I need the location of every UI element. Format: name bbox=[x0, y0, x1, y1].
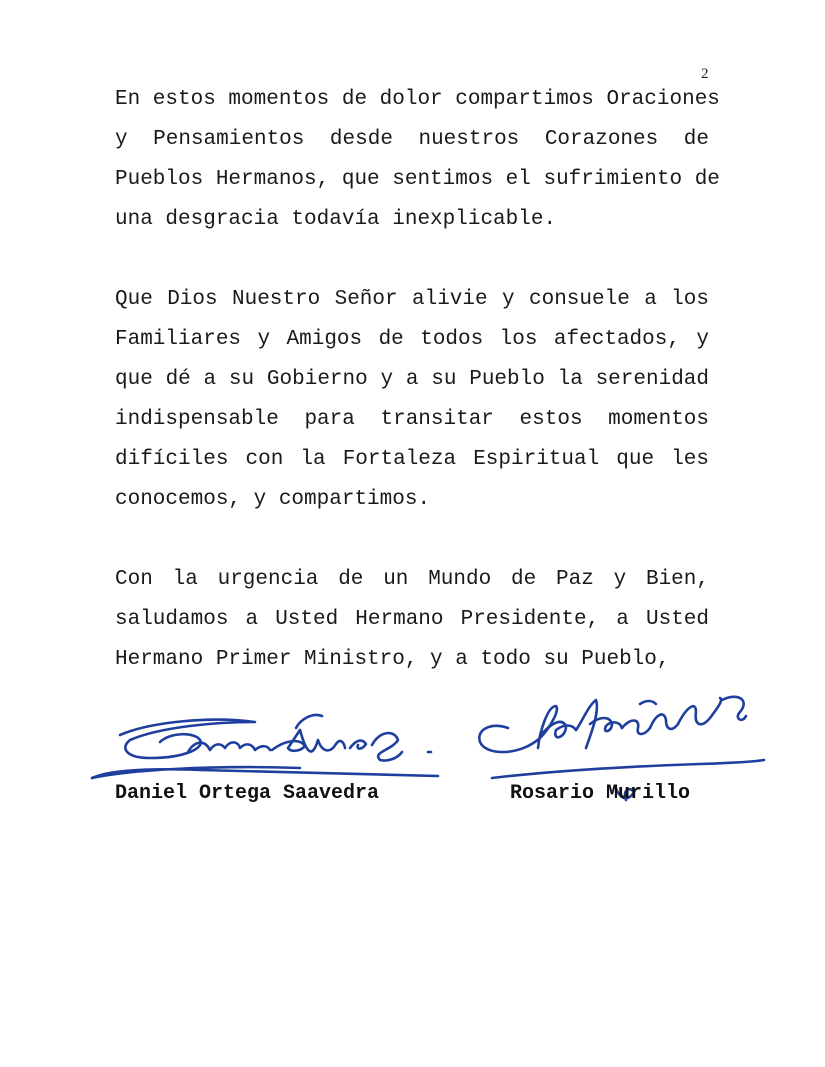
text-line: Que Dios Nuestro Señor alivie y consuele a los bbox=[115, 288, 709, 311]
page-number: 2 bbox=[701, 66, 709, 82]
text-line: saludamos a Usted Hermano Presidente, a Usted bbox=[115, 608, 709, 631]
text-line: Con la urgencia de un Mundo de Paz y Bien, bbox=[115, 568, 709, 591]
text-line: conocemos, y compartimos. bbox=[115, 488, 431, 511]
text-line: Hermano Primer Ministro, y a todo su Pueblo, bbox=[115, 648, 670, 671]
text-line: y Pensamientos desde nuestros Corazones de bbox=[115, 128, 709, 151]
text-line: Pueblos Hermanos, que sentimos el sufrimiento de bbox=[115, 168, 720, 191]
text-line: una desgracia todavía inexplicable. bbox=[115, 208, 557, 231]
text-line: que dé a su Gobierno y a su Pueblo la serenidad bbox=[115, 368, 709, 391]
signatory-name-ortega: Daniel Ortega Saavedra bbox=[115, 782, 380, 805]
text-line: difíciles con la Fortaleza Espiritual que les bbox=[115, 448, 709, 471]
text-line: Familiares y Amigos de todos los afectados, y bbox=[115, 328, 709, 351]
text-line: En estos momentos de dolor compartimos Oraciones bbox=[115, 88, 720, 111]
text-line: indispensable para transitar estos momentos bbox=[115, 408, 709, 431]
signatory-name-murillo: Rosario Murillo bbox=[510, 782, 691, 805]
